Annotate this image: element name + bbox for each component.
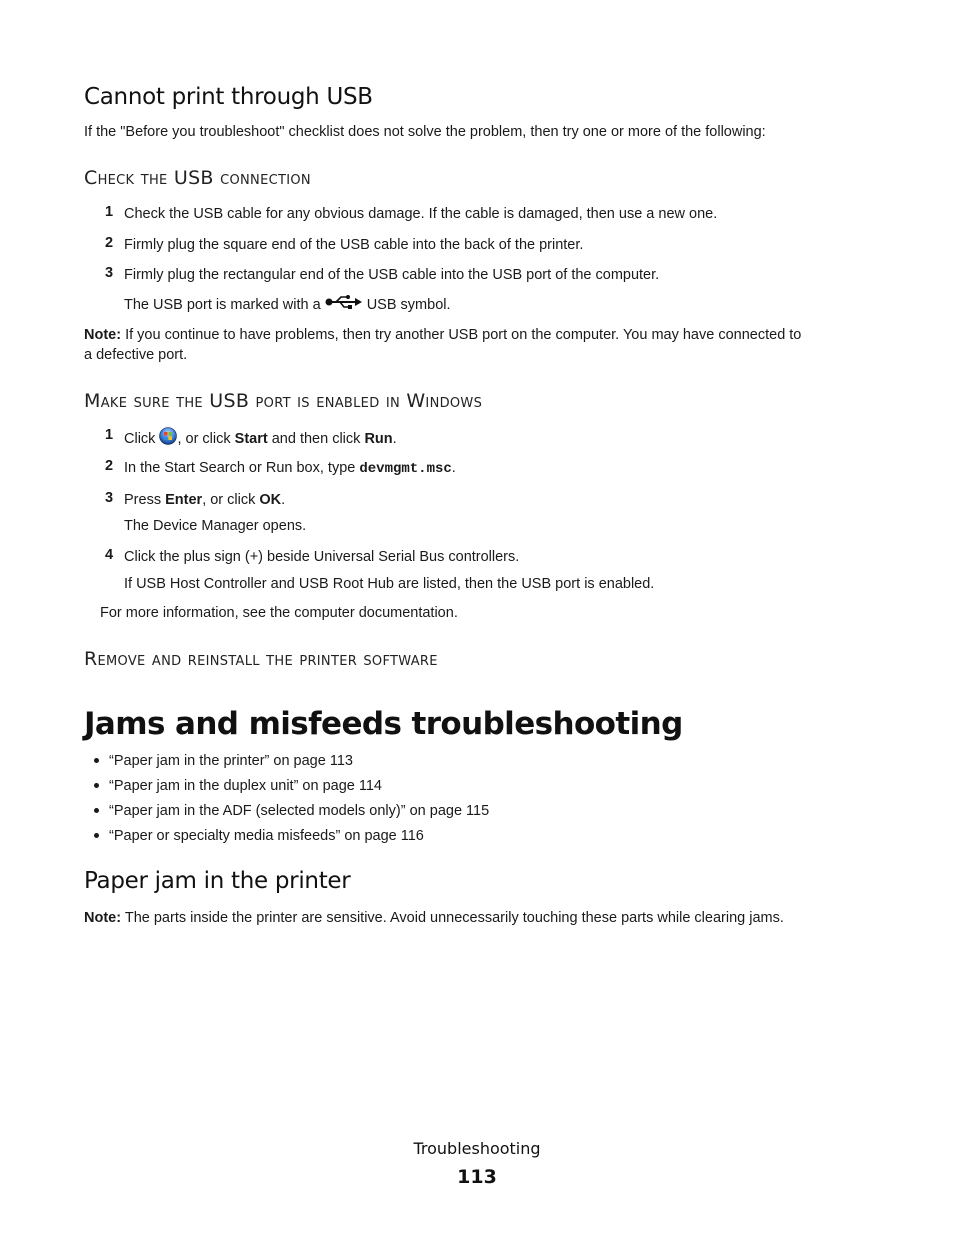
paper-jam-note: Note: The parts inside the printer are sensitive. Avoid unnecessarily touching these parts while clearing jams. — [84, 910, 784, 926]
step-subtext: The Device Manager opens. — [124, 518, 307, 534]
windows-start-orb-icon — [159, 427, 177, 451]
subheading-reinstall-software: Remove and reinstall the printer software — [84, 648, 438, 670]
usb-port-post: USB symbol. — [366, 296, 451, 313]
note-line-2: a defective port. — [84, 347, 188, 363]
bullet — [94, 808, 99, 813]
usb-symbol-icon — [325, 294, 363, 316]
footer-section-label: Troubleshooting — [413, 1139, 541, 1158]
step-number: 2 — [105, 458, 114, 474]
bullet — [94, 833, 99, 838]
step-text: In the Start Search or Run box, type devmgmt.msc. — [124, 460, 456, 477]
usb-port-line — [124, 294, 451, 316]
command-code: devmgmt.msc — [359, 461, 452, 477]
link-paper-jam-adf[interactable]: “Paper jam in the ADF (selected models only)” on page 115 — [109, 803, 490, 819]
step-subtext: If USB Host Controller and USB Root Hub are listed, then the USB port is enabled. — [124, 576, 655, 592]
step-number: 3 — [105, 265, 114, 281]
step-number: 2 — [105, 235, 114, 251]
bullet — [94, 783, 99, 788]
section-title-paper-jam: Paper jam in the printer — [84, 868, 351, 894]
chapter-title-jams: Jams and misfeeds troubleshooting — [84, 706, 683, 742]
usb-port-pre: The USB port is marked with a — [124, 296, 321, 313]
step-text: Click , or click Start and then click Run. — [124, 427, 397, 451]
step-number: 3 — [105, 490, 114, 506]
step-text: Firmly plug the rectangular end of the USB cable into the USB port of the computer. — [124, 267, 660, 283]
subheading-enable-usb-windows: Make sure the USB port is enabled in Windows — [84, 390, 483, 412]
step-text: Click the plus sign (+) beside Universal Serial Bus controllers. — [124, 549, 520, 565]
note-label: Note: — [84, 327, 122, 343]
page-number: 113 — [457, 1166, 497, 1188]
step-text: Press Enter, or click OK. — [124, 492, 286, 508]
usb-intro: If the "Before you troubleshoot" checklist does not solve the problem, then try one or more of the following: — [84, 124, 766, 140]
bullet — [94, 758, 99, 763]
link-paper-jam-duplex[interactable]: “Paper jam in the duplex unit” on page 114 — [109, 778, 382, 794]
step-number: 1 — [105, 204, 114, 220]
section-title-usb: Cannot print through USB — [84, 84, 373, 110]
step-text: Firmly plug the square end of the USB cable into the back of the printer. — [124, 237, 584, 253]
link-paper-jam-printer[interactable]: “Paper jam in the printer” on page 113 — [109, 753, 353, 769]
step-number: 4 — [105, 547, 114, 563]
subheading-check-usb: Check the USB connection — [84, 167, 311, 189]
step-text: Check the USB cable for any obvious damage. If the cable is damaged, then use a new one. — [124, 206, 718, 222]
note-line-1: Note: If you continue to have problems, then try another USB port on the computer. You may have connected to — [84, 327, 802, 343]
link-media-misfeeds[interactable]: “Paper or specialty media misfeeds” on page 116 — [109, 828, 424, 844]
more-info: For more information, see the computer documentation. — [100, 605, 458, 621]
note-label: Note: — [84, 910, 122, 926]
step-number: 1 — [105, 427, 114, 443]
